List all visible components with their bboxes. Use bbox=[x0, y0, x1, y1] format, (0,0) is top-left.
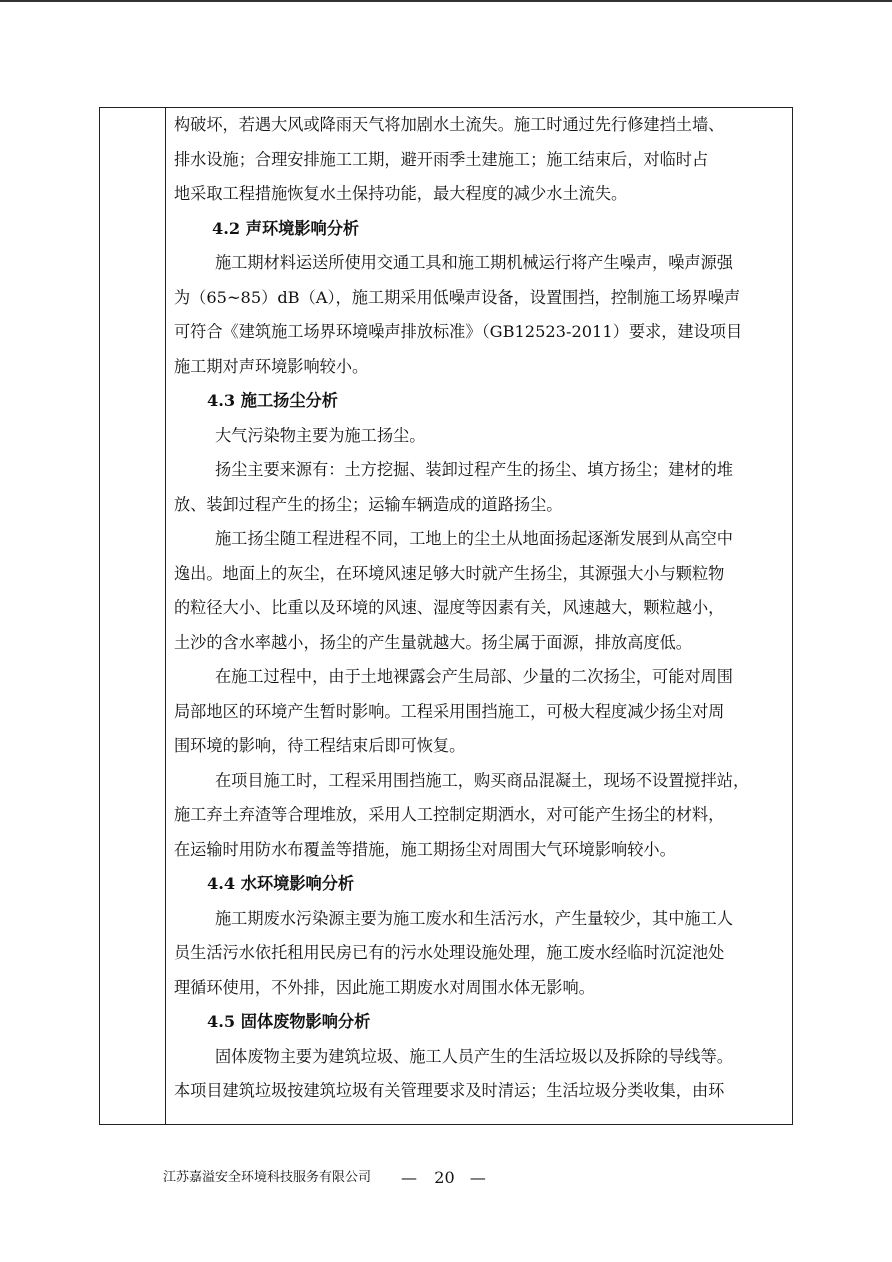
text-line: 施工弃土弃渣等合理堆放，采用人工控制定期洒水，对可能产生扬尘的材料， bbox=[174, 805, 725, 824]
section-heading-4-2: 4.2 声环境影响分析 bbox=[212, 218, 360, 238]
section-heading-4-3: 4.3 施工扬尘分析 bbox=[207, 391, 338, 410]
page-number-group bbox=[401, 1163, 488, 1193]
text-line: 构破坏，若遇大风或降雨天气将加剧水土流失。施工时通过先行修建挡土墙、 bbox=[174, 115, 725, 134]
dash-left: — bbox=[401, 1168, 419, 1187]
table-content bbox=[174, 108, 786, 1109]
section-heading-4-4: 4.4 水环境影响分析 bbox=[207, 874, 355, 893]
text-line: 的粒径大小、比重以及环境的风速、湿度等因素有关，风速越大，颗粒越小， bbox=[174, 598, 725, 617]
company-name: 江苏嘉溢安全环境科技服务有限公司 bbox=[163, 1170, 372, 1185]
text-line: 员生活污水依托租用民房已有的污水处理设施处理，施工废水经临时沉淀池处 bbox=[174, 943, 725, 962]
page-number: 20 bbox=[434, 1168, 455, 1187]
text-line: 可符合《建筑施工场界环境噪声排放标准》（GB12523-2011）要求，建设项目 bbox=[174, 322, 743, 341]
report-table bbox=[99, 107, 793, 1125]
text-line: 地采取工程措施恢复水土保持功能，最大程度的减少水土流失。 bbox=[174, 184, 628, 203]
text-line: 在施工过程中，由于土地裸露会产生局部、少量的二次扬尘，可能对周围 bbox=[215, 667, 733, 686]
section-heading-4-5: 4.5 固体废物影响分析 bbox=[207, 1012, 371, 1031]
top-rule bbox=[0, 0, 892, 2]
text-line: 放、装卸过程产生的扬尘；运输车辆造成的道路扬尘。 bbox=[174, 494, 563, 514]
text-line: 施工期对声环境影响较小。 bbox=[174, 356, 369, 376]
text-line: 在运输时用防水布覆盖等措施，施工期扬尘对周围大气环境影响较小。 bbox=[174, 839, 676, 859]
text-line: 为（65~85）dB（A），施工期采用低噪声设备，设置围挡，控制施工场界噪声 bbox=[174, 287, 741, 307]
text-line: 逸出。地面上的灰尘，在环境风速足够大时就产生扬尘，其源强大小与颗粒物 bbox=[174, 563, 725, 583]
text-line: 本项目建筑垃圾按建筑垃圾有关管理要求及时清运；生活垃圾分类收集，由环 bbox=[174, 1081, 725, 1100]
page-footer bbox=[163, 1163, 763, 1193]
table-left-column bbox=[100, 108, 166, 1124]
text-line: 在项目施工时，工程采用围挡施工，购买商品混凝土，现场不设置搅拌站， bbox=[215, 770, 750, 790]
text-line: 局部地区的环境产生暂时影响。工程采用围挡施工，可极大程度减少扬尘对周 bbox=[174, 701, 725, 721]
text-line: 施工扬尘随工程进程不同，工地上的尘土从地面扬起逐渐发展到从高空中 bbox=[215, 529, 733, 548]
text-line: 施工期废水污染源主要为施工废水和生活污水，产生量较少，其中施工人 bbox=[215, 908, 733, 928]
text-line: 土沙的含水率越小，扬尘的产生量就越大。扬尘属于面源，排放高度低。 bbox=[174, 632, 692, 652]
text-line: 固体废物主要为建筑垃圾、施工人员产生的生活垃圾以及拆除的导线等。 bbox=[215, 1046, 733, 1066]
text-line: 大气污染物主要为施工扬尘。 bbox=[215, 425, 426, 445]
text-line: 理循环使用，不外排，因此施工期废水对周围水体无影响。 bbox=[174, 977, 595, 997]
text-line: 施工期材料运送所使用交通工具和施工期机械运行将产生噪声，噪声源强 bbox=[215, 253, 733, 272]
text-line: 围环境的影响，待工程结束后即可恢复。 bbox=[174, 736, 466, 755]
dash-right: — bbox=[469, 1168, 488, 1187]
text-line: 排水设施；合理安排施工工期，避开雨季土建施工；施工结束后，对临时占 bbox=[174, 149, 709, 169]
text-line: 扬尘主要来源有：土方挖掘、装卸过程产生的扬尘、填方扬尘；建材的堆 bbox=[215, 460, 733, 479]
